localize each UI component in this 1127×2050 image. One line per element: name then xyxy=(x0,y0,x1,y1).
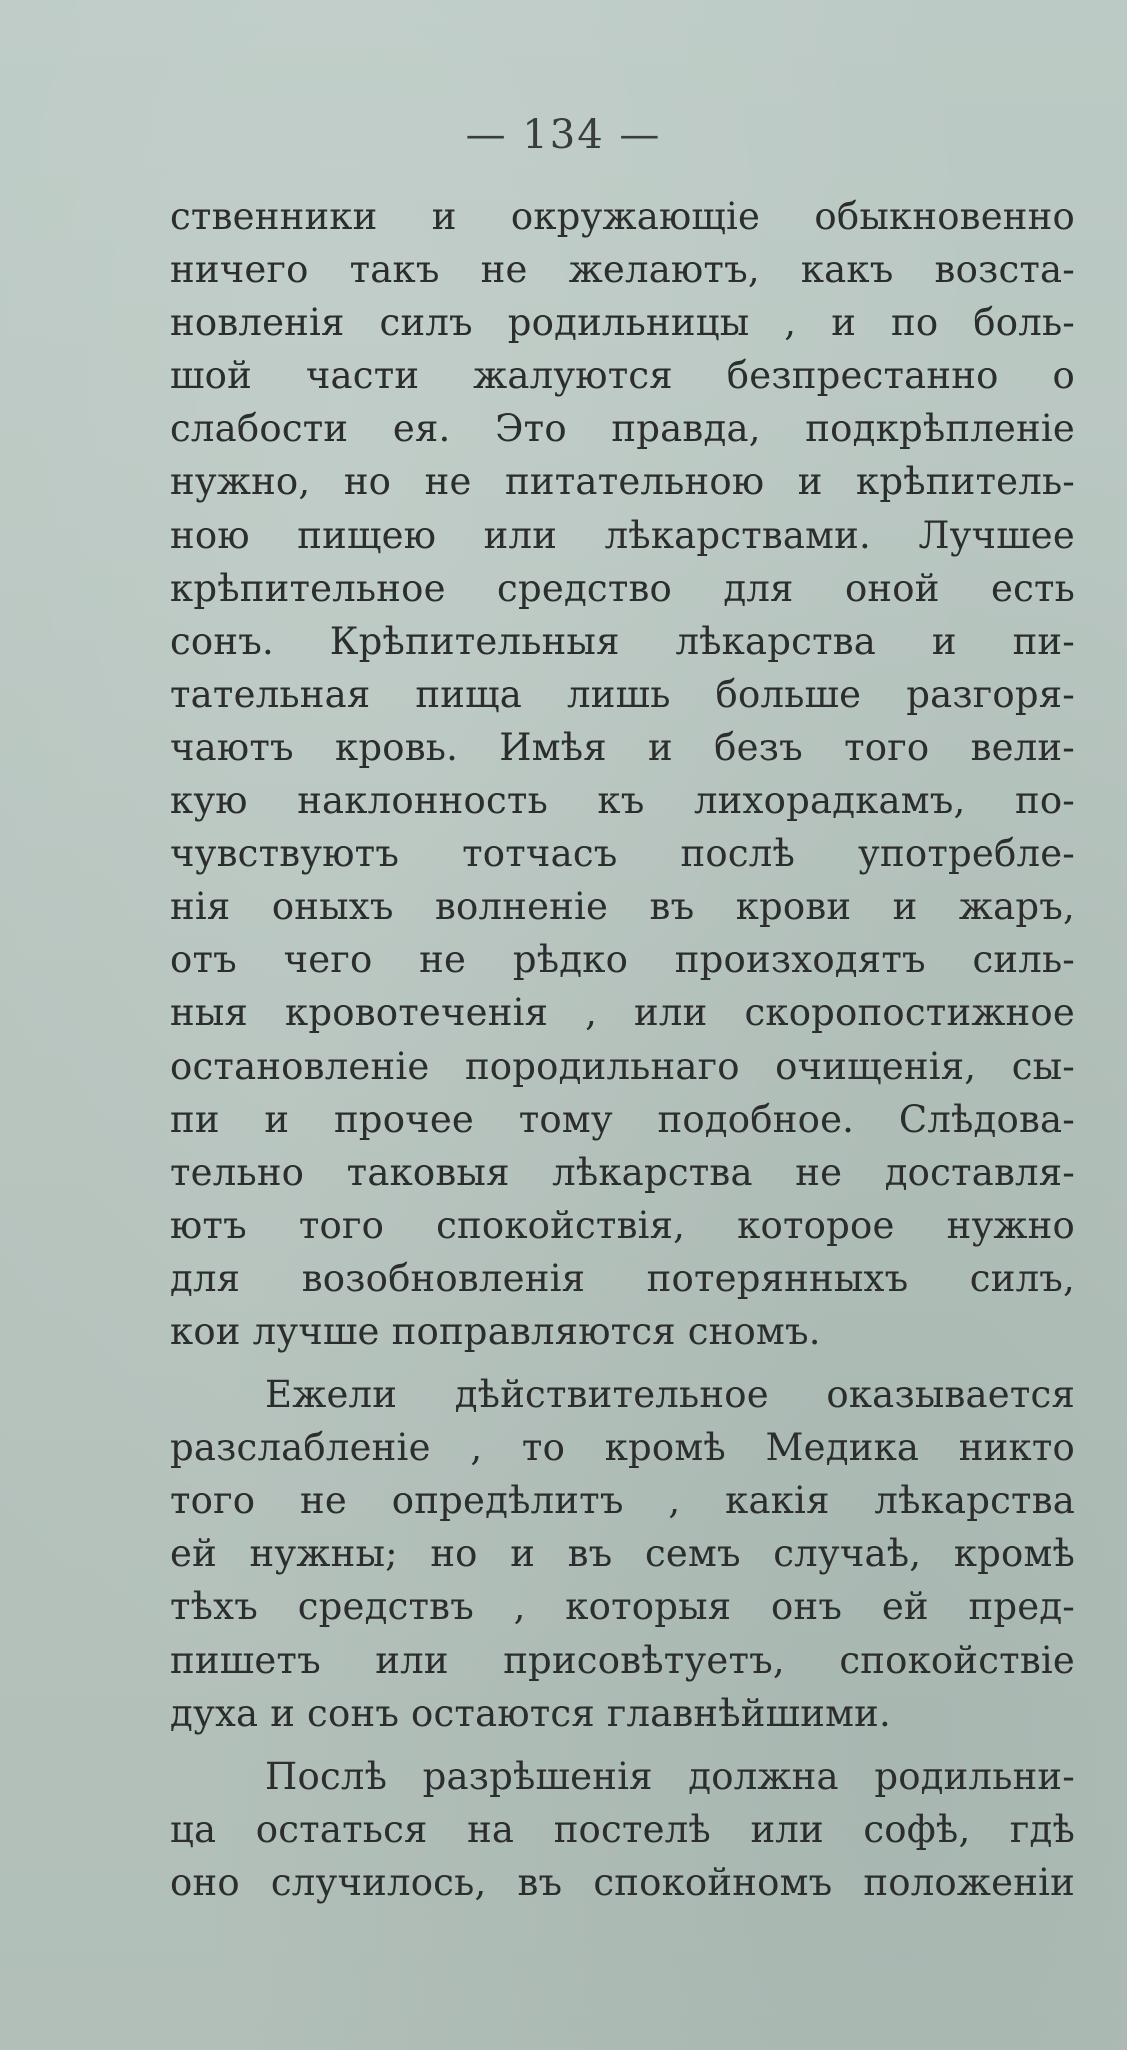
paragraph-2 xyxy=(170,1368,1075,1740)
text-line: остановленіе породильнаго очищенія, сы- xyxy=(170,1044,1075,1088)
text-line: ничего такъ не желаютъ, какъ возста- xyxy=(170,248,1075,292)
text-line: тательная пища лишь больше разгоря- xyxy=(170,672,1075,716)
text-line: ныя кровотеченія , или скоропостижное xyxy=(170,991,1075,1035)
text-line: чаютъ кровь. Имѣя и безъ того вели- xyxy=(170,725,1075,769)
text-line: тельно таковыя лѣкарства не доставля- xyxy=(170,1150,1075,1194)
text-line: нія оныхъ волненіе въ крови и жаръ, xyxy=(170,885,1075,929)
text-line: чувствуютъ тотчасъ послѣ употребле- xyxy=(170,832,1075,876)
text-line: духа и сонъ остаются главнѣйшими. xyxy=(170,1691,891,1735)
paragraph-1 xyxy=(170,190,1075,1358)
text-line: Ежели дѣйствительное оказывается xyxy=(265,1373,1075,1417)
text-line: крѣпительное средство для оной есть xyxy=(170,566,1075,610)
text-line: оно случилось, въ спокойномъ положеніи xyxy=(170,1860,1075,1904)
text-line: разслабленіе , то кромѣ Медика никто xyxy=(170,1426,1075,1470)
text-line: того не опредѣлитъ , какія лѣкарства xyxy=(170,1479,1075,1523)
text-line: пи и прочее тому подобное. Слѣдова- xyxy=(170,1097,1075,1141)
text-line: слабости ея. Это правда, подкрѣпленіе xyxy=(170,407,1075,451)
text-line: ственники и окружающіе обыкновенно xyxy=(170,195,1075,238)
text-line: Послѣ разрѣшенія должна родильни- xyxy=(265,1754,1075,1798)
text-line: тѣхъ средствъ , которыя онъ ей пред- xyxy=(170,1585,1075,1629)
text-line: ца остаться на постелѣ или софѣ, гдѣ xyxy=(170,1807,1075,1851)
paragraph-3 xyxy=(170,1750,1075,1909)
body-text xyxy=(170,190,1075,1909)
text-line: ей нужны; но и въ семъ случаѣ, кромѣ xyxy=(170,1532,1075,1576)
text-line: ною пищею или лѣкарствами. Лучшее xyxy=(170,513,1075,557)
text-line: кои лучше поправляются сномъ. xyxy=(170,1309,821,1353)
text-line: отъ чего не рѣдко произходятъ силь- xyxy=(170,938,1075,982)
text-line: кую наклонность къ лихорадкамъ, по- xyxy=(170,779,1075,823)
text-line: сонъ. Крѣпительныя лѣкарства и пи- xyxy=(170,619,1075,663)
text-line: для возобновленія потерянныхъ силъ, xyxy=(170,1256,1075,1300)
text-line: пишетъ или присовѣтуетъ, спокойствіе xyxy=(170,1638,1075,1682)
text-line: ютъ того спокойствія, которое нужно xyxy=(170,1203,1075,1247)
text-line: новленія силъ родильницы , и по боль- xyxy=(170,301,1075,345)
page-number: — 134 — xyxy=(465,112,662,158)
text-line: шой части жалуются безпрестанно о xyxy=(170,354,1075,398)
text-line: нужно, но не питательною и крѣпитель- xyxy=(170,460,1075,504)
